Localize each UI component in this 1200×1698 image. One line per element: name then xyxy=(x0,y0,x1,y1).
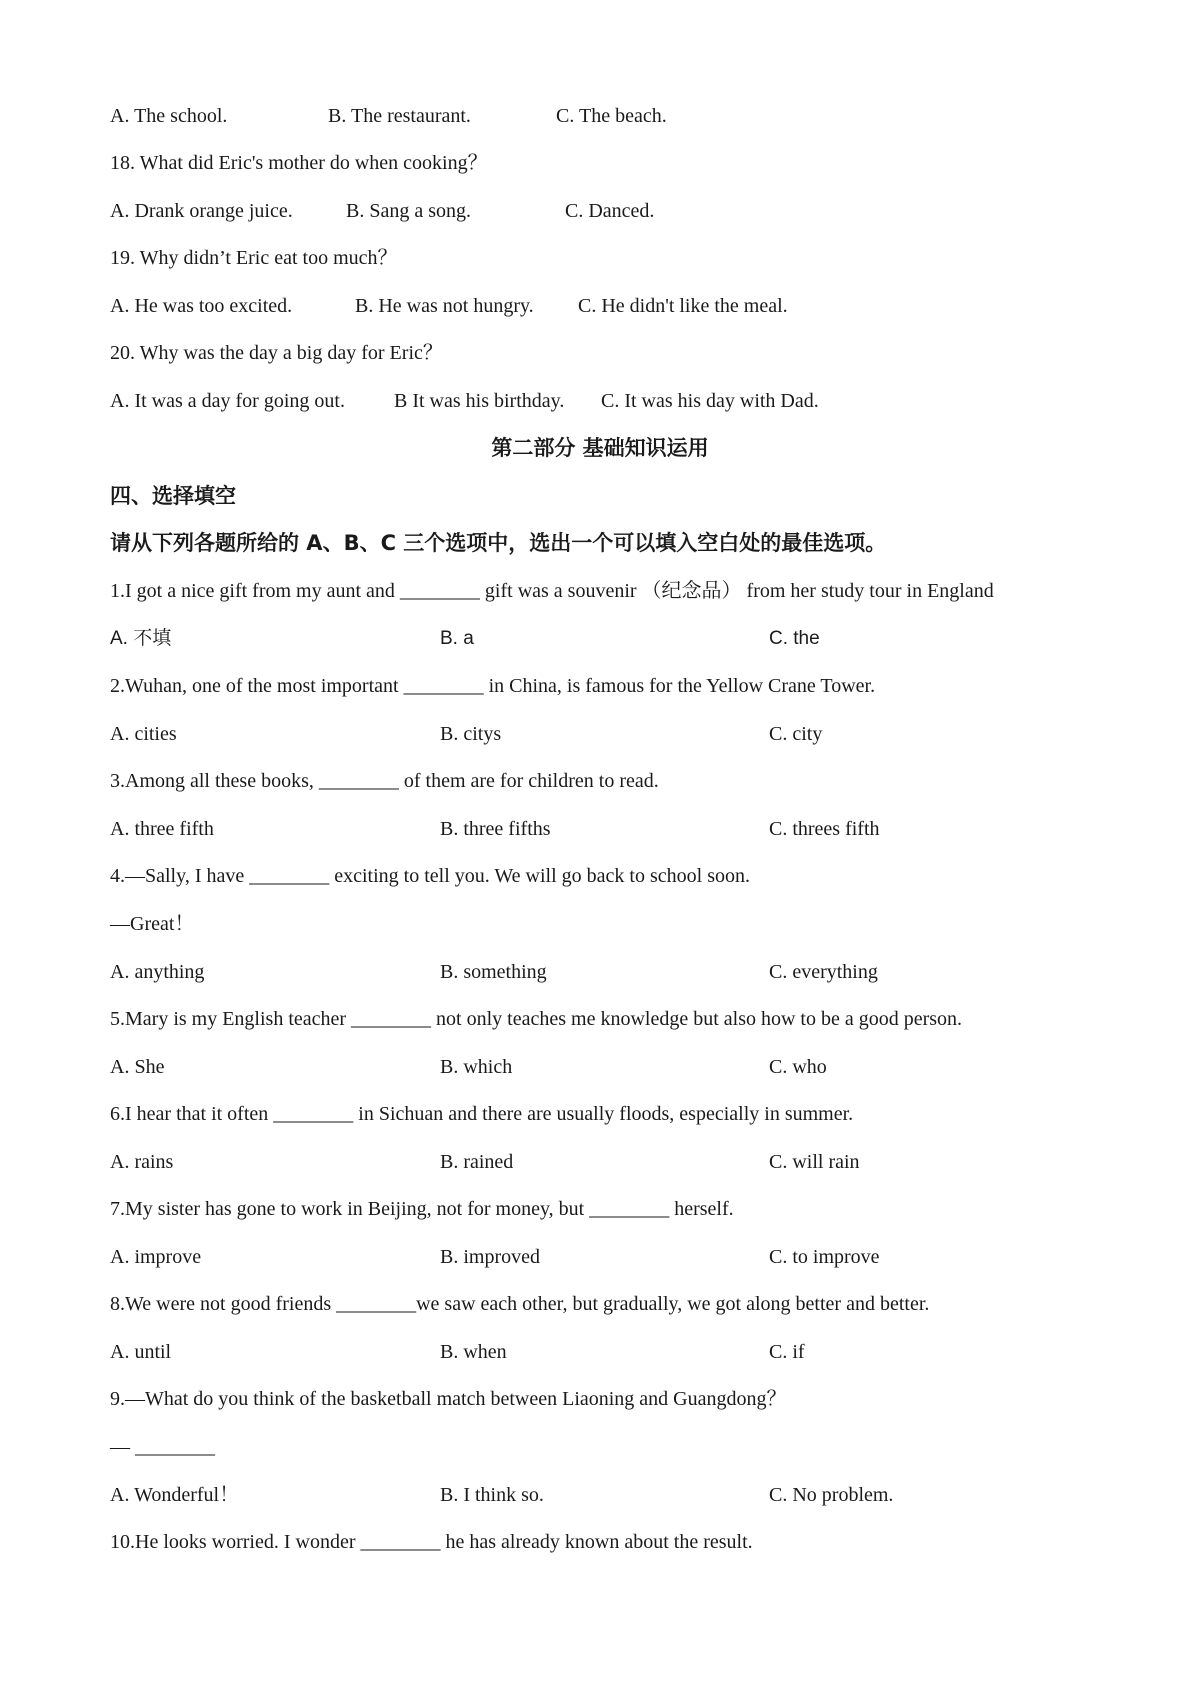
option-a: A. Drank orange juice. xyxy=(110,200,293,222)
option-c: C. will rain xyxy=(769,1151,860,1173)
q7-options xyxy=(0,1245,1200,1269)
option-c: C. who xyxy=(769,1056,827,1078)
option-a: A. 不填 xyxy=(110,628,172,649)
option-a: A. anything xyxy=(110,961,205,983)
option-b: B. which xyxy=(440,1056,513,1078)
q9-options xyxy=(0,1483,1200,1507)
section-title: 四、选择填空 xyxy=(110,484,236,508)
question-4-reply: —Great！ xyxy=(110,913,195,935)
option-b: B. The restaurant. xyxy=(328,105,471,127)
question-2: 2.Wuhan, one of the most important ________ in China, is famous for the Yellow Crane Tower. xyxy=(110,675,876,697)
option-a: A. It was a day for going out. xyxy=(110,390,345,412)
option-b: B. when xyxy=(440,1341,507,1363)
option-b: B. citys xyxy=(440,723,502,745)
q2-options xyxy=(0,722,1200,746)
option-a: A. improve xyxy=(110,1246,202,1268)
option-a: A. She xyxy=(110,1056,165,1078)
option-c: C. the xyxy=(769,628,820,649)
option-b: B. a xyxy=(440,628,474,649)
option-a: A. Wonderful！ xyxy=(110,1484,240,1506)
option-c: C. threes fifth xyxy=(769,818,880,840)
option-b: B. improved xyxy=(440,1246,540,1268)
option-b: B. Sang a song. xyxy=(346,200,471,222)
question-4: 4.—Sally, I have ________ exciting to tell you. We will go back to school soon. xyxy=(110,865,750,887)
question-8: 8.We were not good friends ________we saw each other, but gradually, we got along better and better. xyxy=(110,1293,930,1315)
option-c: C. It was his day with Dad. xyxy=(601,390,819,412)
question-9: 9.—What do you think of the basketball match between Liaoning and Guangdong？ xyxy=(110,1388,787,1410)
option-c: C. to improve xyxy=(769,1246,880,1268)
q3-options xyxy=(0,817,1200,841)
option-c: C. everything xyxy=(769,961,878,983)
option-a: A. He was too excited. xyxy=(110,295,293,317)
option-b: B. rained xyxy=(440,1151,514,1173)
q6-options xyxy=(0,1150,1200,1174)
part-title: 第二部分 基础知识运用 xyxy=(491,436,709,460)
question-9-reply: — ________ xyxy=(110,1436,215,1458)
option-b: B. He was not hungry. xyxy=(355,295,534,317)
option-b: B. three fifths xyxy=(440,818,551,840)
option-c: C. city xyxy=(769,723,823,745)
q17-options xyxy=(0,104,1200,128)
question-6: 6.I hear that it often ________ in Sichuan and there are usually floods, especially in summer. xyxy=(110,1103,854,1125)
option-a: A. The school. xyxy=(110,105,228,127)
q19-options xyxy=(0,294,1200,318)
q18-options xyxy=(0,199,1200,223)
section-instruction: 请从下列各题所给的 A、B、C 三个选项中，选出一个可以填入空白处的最佳选项。 xyxy=(110,531,887,555)
option-c: C. if xyxy=(769,1341,805,1363)
option-a: A. rains xyxy=(110,1151,174,1173)
option-b: B. I think so. xyxy=(440,1484,544,1506)
option-a: A. three fifth xyxy=(110,818,214,840)
question-1: 1.I got a nice gift from my aunt and ________ gift was a souvenir （纪念品） from her study tour in England xyxy=(110,580,994,602)
q8-options xyxy=(0,1340,1200,1364)
option-a: A. cities xyxy=(110,723,177,745)
option-b: B. something xyxy=(440,961,547,983)
q5-options xyxy=(0,1055,1200,1079)
question-20: 20. Why was the day a big day for Eric？ xyxy=(110,342,443,364)
question-5: 5.Mary is my English teacher ________ not only teaches me knowledge but also how to be a good person. xyxy=(110,1008,963,1030)
option-c: C. No problem. xyxy=(769,1484,894,1506)
question-18: 18. What did Eric's mother do when cooking？ xyxy=(110,152,488,174)
question-3: 3.Among all these books, ________ of them are for children to read. xyxy=(110,770,659,792)
question-19: 19. Why didn’t Eric eat too much？ xyxy=(110,247,398,269)
question-7: 7.My sister has gone to work in Beijing, not for money, but ________ herself. xyxy=(110,1198,734,1220)
q4-options xyxy=(0,960,1200,984)
q20-options xyxy=(0,389,1200,413)
option-c: C. The beach. xyxy=(556,105,667,127)
option-c: C. Danced. xyxy=(565,200,655,222)
question-10: 10.He looks worried. I wonder ________ he has already known about the result. xyxy=(110,1531,753,1553)
option-a: A. until xyxy=(110,1341,172,1363)
option-c: C. He didn't like the meal. xyxy=(578,295,788,317)
q1-options xyxy=(0,627,1200,651)
option-b: B It was his birthday. xyxy=(394,390,565,412)
